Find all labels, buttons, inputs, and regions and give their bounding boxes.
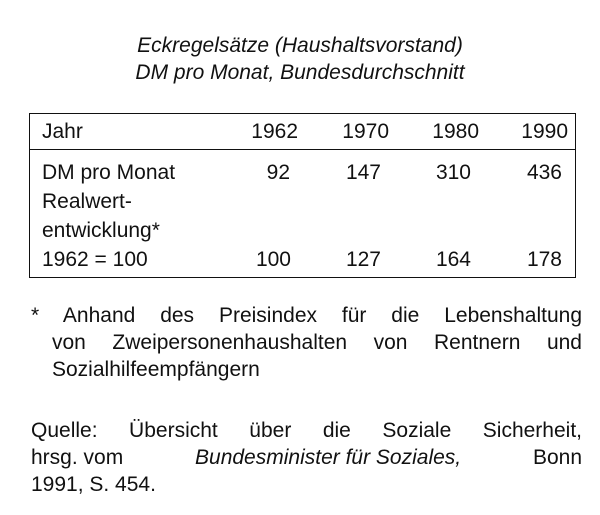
footnote-line-2: von Zweipersonenhaushalten von Rentnern und (52, 331, 582, 354)
row-label-realwert-line2: entwicklung* (42, 219, 160, 242)
source-line-1: Quelle: Übersicht über die Soziale Sicherheit, (31, 419, 582, 442)
data-table (29, 113, 576, 278)
source-line-3: 1991, S. 454. (31, 473, 156, 496)
row1-value-1970: 147 (345, 161, 381, 184)
source-line-2-italic: Bundesminister für Soziales, (195, 446, 462, 469)
row-label-realwert-line1: Realwert- (42, 190, 132, 213)
source-line-2-prefix: hrsg. vom (31, 446, 124, 469)
header-divider (30, 149, 575, 150)
header-year-1980: 1980 (432, 120, 479, 143)
row2-value-1980: 164 (435, 248, 471, 271)
row2-value-1962: 100 (255, 248, 291, 271)
header-label-jahr: Jahr (42, 120, 83, 143)
row1-value-1962: 92 (266, 161, 290, 184)
source-line-2 (31, 444, 582, 471)
source-line-2-suffix: Bonn (532, 446, 582, 469)
row2-value-1990: 178 (526, 248, 562, 271)
row1-value-1990: 436 (526, 161, 562, 184)
row-label-realwert-line3: 1962 = 100 (42, 248, 148, 271)
footnote-line-1: * Anhand des Preisindex für die Lebenshaltung (31, 304, 582, 327)
header-year-1962: 1962 (251, 120, 298, 143)
header-year-1990: 1990 (521, 120, 568, 143)
row1-value-1980: 310 (435, 161, 471, 184)
page-title-line-1: Eckregelsätze (Haushaltsvorstand) (137, 34, 463, 57)
header-year-1970: 1970 (342, 120, 389, 143)
row-label-dm-pro-monat: DM pro Monat (42, 161, 176, 184)
page-title-line-2: DM pro Monat, Bundesdurchschnitt (135, 61, 465, 84)
footnote-line-3: Sozialhilfeempfängern (52, 358, 260, 381)
row2-value-1970: 127 (345, 248, 381, 271)
